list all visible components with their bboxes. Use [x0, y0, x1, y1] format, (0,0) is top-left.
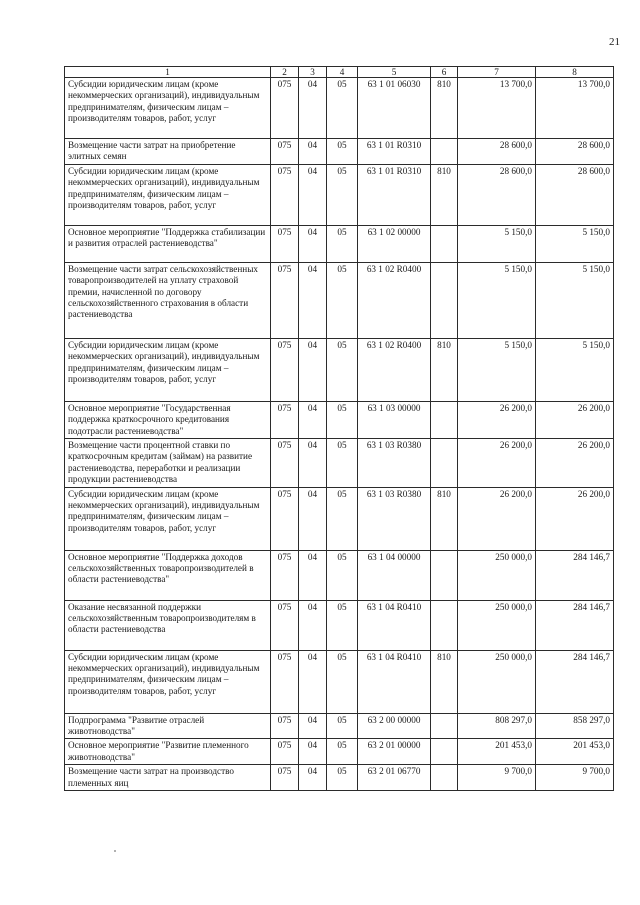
- cell-csr: 63 1 01 R0310: [358, 139, 431, 165]
- column-header: 5: [358, 67, 431, 78]
- cell-csr: 63 1 02 R0400: [358, 338, 431, 401]
- cell-sum2: 5 150,0: [536, 262, 614, 338]
- cell-csr: 63 1 01 R0310: [358, 164, 431, 225]
- cell-grbs: 075: [271, 164, 299, 225]
- cell-name: Субсидии юридическим лицам (кроме некоммерческих организаций), индивидуальным предпринимателям, физическим лицам – производителям товаров, работ, услуг: [65, 164, 271, 225]
- cell-csr: 63 1 04 00000: [358, 550, 431, 600]
- cell-name: Субсидии юридическим лицам (кроме некоммерческих организаций), индивидуальным предпринимателям, физическим лицам – производителям товаров, работ, услуг: [65, 78, 271, 139]
- cell-sum2: 9 700,0: [536, 765, 614, 791]
- cell-sum2: 5 150,0: [536, 225, 614, 262]
- cell-name: Возмещение части затрат на приобретение элитных семян: [65, 139, 271, 165]
- table-row: [65, 739, 614, 765]
- cell-sum2: 26 200,0: [536, 487, 614, 550]
- cell-rz: 04: [299, 765, 327, 791]
- table-row: [65, 225, 614, 262]
- cell-pr: 05: [327, 765, 358, 791]
- cell-sum2: 858 297,0: [536, 713, 614, 739]
- cell-rz: 04: [299, 401, 327, 438]
- cell-pr: 05: [327, 338, 358, 401]
- cell-name: Субсидии юридическим лицам (кроме некоммерческих организаций), индивидуальным предпринимателям, физическим лицам – производителям товаров, работ, услуг: [65, 650, 271, 713]
- column-header: 2: [271, 67, 299, 78]
- cell-grbs: 075: [271, 650, 299, 713]
- cell-rz: 04: [299, 713, 327, 739]
- cell-csr: 63 2 01 00000: [358, 739, 431, 765]
- cell-sum1: 5 150,0: [458, 225, 536, 262]
- column-header: 3: [299, 67, 327, 78]
- header-row: [65, 67, 614, 78]
- scan-speck: [114, 850, 116, 852]
- cell-vr: [431, 739, 458, 765]
- cell-pr: 05: [327, 550, 358, 600]
- cell-sum1: 9 700,0: [458, 765, 536, 791]
- cell-sum2: 26 200,0: [536, 401, 614, 438]
- table-row: [65, 78, 614, 139]
- cell-csr: 63 1 03 R0380: [358, 439, 431, 488]
- table-row: [65, 600, 614, 650]
- cell-rz: 04: [299, 78, 327, 139]
- cell-sum1: 250 000,0: [458, 650, 536, 713]
- table-row: [65, 487, 614, 550]
- cell-rz: 04: [299, 262, 327, 338]
- cell-name: Субсидии юридическим лицам (кроме некоммерческих организаций), индивидуальным предпринимателям, физическим лицам – производителям товаров, работ, услуг: [65, 338, 271, 401]
- cell-vr: [431, 765, 458, 791]
- cell-grbs: 075: [271, 739, 299, 765]
- cell-sum1: 26 200,0: [458, 487, 536, 550]
- cell-csr: 63 1 02 00000: [358, 225, 431, 262]
- cell-rz: 04: [299, 225, 327, 262]
- cell-vr: 810: [431, 338, 458, 401]
- cell-csr: 63 1 04 R0410: [358, 650, 431, 713]
- cell-sum1: 808 297,0: [458, 713, 536, 739]
- cell-sum1: 5 150,0: [458, 338, 536, 401]
- table-row: [65, 550, 614, 600]
- table-row: [65, 338, 614, 401]
- cell-vr: [431, 262, 458, 338]
- cell-vr: [431, 713, 458, 739]
- cell-csr: 63 2 01 06770: [358, 765, 431, 791]
- cell-rz: 04: [299, 139, 327, 165]
- cell-vr: 810: [431, 164, 458, 225]
- cell-sum2: 13 700,0: [536, 78, 614, 139]
- cell-grbs: 075: [271, 765, 299, 791]
- cell-pr: 05: [327, 225, 358, 262]
- cell-vr: 810: [431, 487, 458, 550]
- cell-grbs: 075: [271, 139, 299, 165]
- cell-sum1: 5 150,0: [458, 262, 536, 338]
- cell-grbs: 075: [271, 338, 299, 401]
- cell-grbs: 075: [271, 401, 299, 438]
- cell-vr: [431, 401, 458, 438]
- cell-pr: 05: [327, 401, 358, 438]
- cell-csr: 63 1 01 06030: [358, 78, 431, 139]
- cell-csr: 63 1 03 R0380: [358, 487, 431, 550]
- cell-sum2: 284 146,7: [536, 650, 614, 713]
- cell-vr: 810: [431, 650, 458, 713]
- table-row: [65, 713, 614, 739]
- column-header: 8: [536, 67, 614, 78]
- table-row: [65, 262, 614, 338]
- cell-name: Основное мероприятие "Государственная поддержка краткосрочного кредитования подотрасли растениеводства": [65, 401, 271, 438]
- cell-vr: 810: [431, 78, 458, 139]
- cell-name: Основное мероприятие "Поддержка стабилизации и развития отраслей растениеводства": [65, 225, 271, 262]
- column-header: 6: [431, 67, 458, 78]
- cell-name: Основное мероприятие "Развитие племенного животноводства": [65, 739, 271, 765]
- cell-vr: [431, 550, 458, 600]
- cell-grbs: 075: [271, 225, 299, 262]
- cell-name: Оказание несвязанной поддержки сельскохозяйственным товаропроизводителям в области растениеводства: [65, 600, 271, 650]
- cell-pr: 05: [327, 139, 358, 165]
- cell-name: Возмещение части затрат на производство племенных яиц: [65, 765, 271, 791]
- cell-pr: 05: [327, 713, 358, 739]
- table-row: [65, 650, 614, 713]
- cell-pr: 05: [327, 78, 358, 139]
- cell-pr: 05: [327, 487, 358, 550]
- cell-rz: 04: [299, 338, 327, 401]
- table-row: [65, 439, 614, 488]
- cell-rz: 04: [299, 650, 327, 713]
- cell-pr: 05: [327, 600, 358, 650]
- table-row: [65, 164, 614, 225]
- cell-sum2: 201 453,0: [536, 739, 614, 765]
- cell-name: Возмещение части затрат сельскохозяйственных товаропроизводителей на уплату страховой премии, начисленной по договору сельскохозяйственного страхования в области растениеводства: [65, 262, 271, 338]
- cell-rz: 04: [299, 487, 327, 550]
- cell-sum1: 13 700,0: [458, 78, 536, 139]
- cell-rz: 04: [299, 164, 327, 225]
- budget-table: [64, 66, 614, 791]
- cell-name: Основное мероприятие "Поддержка доходов сельскохозяйственных товаропроизводителей в области растениеводства": [65, 550, 271, 600]
- cell-sum1: 250 000,0: [458, 550, 536, 600]
- cell-name: Возмещение части процентной ставки по краткосрочным кредитам (займам) на развитие растениеводства, переработки и реализации продукции растениеводства: [65, 439, 271, 488]
- cell-sum1: 250 000,0: [458, 600, 536, 650]
- cell-sum1: 26 200,0: [458, 401, 536, 438]
- cell-grbs: 075: [271, 78, 299, 139]
- table-row: [65, 765, 614, 791]
- cell-csr: 63 1 03 00000: [358, 401, 431, 438]
- cell-grbs: 075: [271, 487, 299, 550]
- cell-sum2: 284 146,7: [536, 550, 614, 600]
- cell-vr: [431, 600, 458, 650]
- cell-vr: [431, 439, 458, 488]
- cell-rz: 04: [299, 550, 327, 600]
- cell-pr: 05: [327, 650, 358, 713]
- column-header: 7: [458, 67, 536, 78]
- table-row: [65, 401, 614, 438]
- cell-vr: [431, 139, 458, 165]
- cell-rz: 04: [299, 739, 327, 765]
- cell-grbs: 075: [271, 550, 299, 600]
- cell-name: Субсидии юридическим лицам (кроме некоммерческих организаций), индивидуальным предпринимателям, физическим лицам – производителям товаров, работ, услуг: [65, 487, 271, 550]
- cell-grbs: 075: [271, 439, 299, 488]
- cell-sum2: 28 600,0: [536, 139, 614, 165]
- cell-sum2: 28 600,0: [536, 164, 614, 225]
- cell-vr: [431, 225, 458, 262]
- column-header: 4: [327, 67, 358, 78]
- cell-name: Подпрограмма "Развитие отраслей животноводства": [65, 713, 271, 739]
- cell-sum1: 26 200,0: [458, 439, 536, 488]
- cell-pr: 05: [327, 739, 358, 765]
- cell-csr: 63 1 04 R0410: [358, 600, 431, 650]
- cell-pr: 05: [327, 439, 358, 488]
- cell-sum2: 5 150,0: [536, 338, 614, 401]
- cell-sum1: 28 600,0: [458, 139, 536, 165]
- cell-csr: 63 1 02 R0400: [358, 262, 431, 338]
- cell-pr: 05: [327, 262, 358, 338]
- table-row: [65, 139, 614, 165]
- page-number: 21: [609, 36, 620, 48]
- cell-sum1: 28 600,0: [458, 164, 536, 225]
- cell-grbs: 075: [271, 262, 299, 338]
- cell-rz: 04: [299, 600, 327, 650]
- cell-rz: 04: [299, 439, 327, 488]
- cell-sum2: 284 146,7: [536, 600, 614, 650]
- cell-sum2: 26 200,0: [536, 439, 614, 488]
- cell-pr: 05: [327, 164, 358, 225]
- cell-grbs: 075: [271, 600, 299, 650]
- cell-sum1: 201 453,0: [458, 739, 536, 765]
- cell-grbs: 075: [271, 713, 299, 739]
- cell-csr: 63 2 00 00000: [358, 713, 431, 739]
- column-header: 1: [65, 67, 271, 78]
